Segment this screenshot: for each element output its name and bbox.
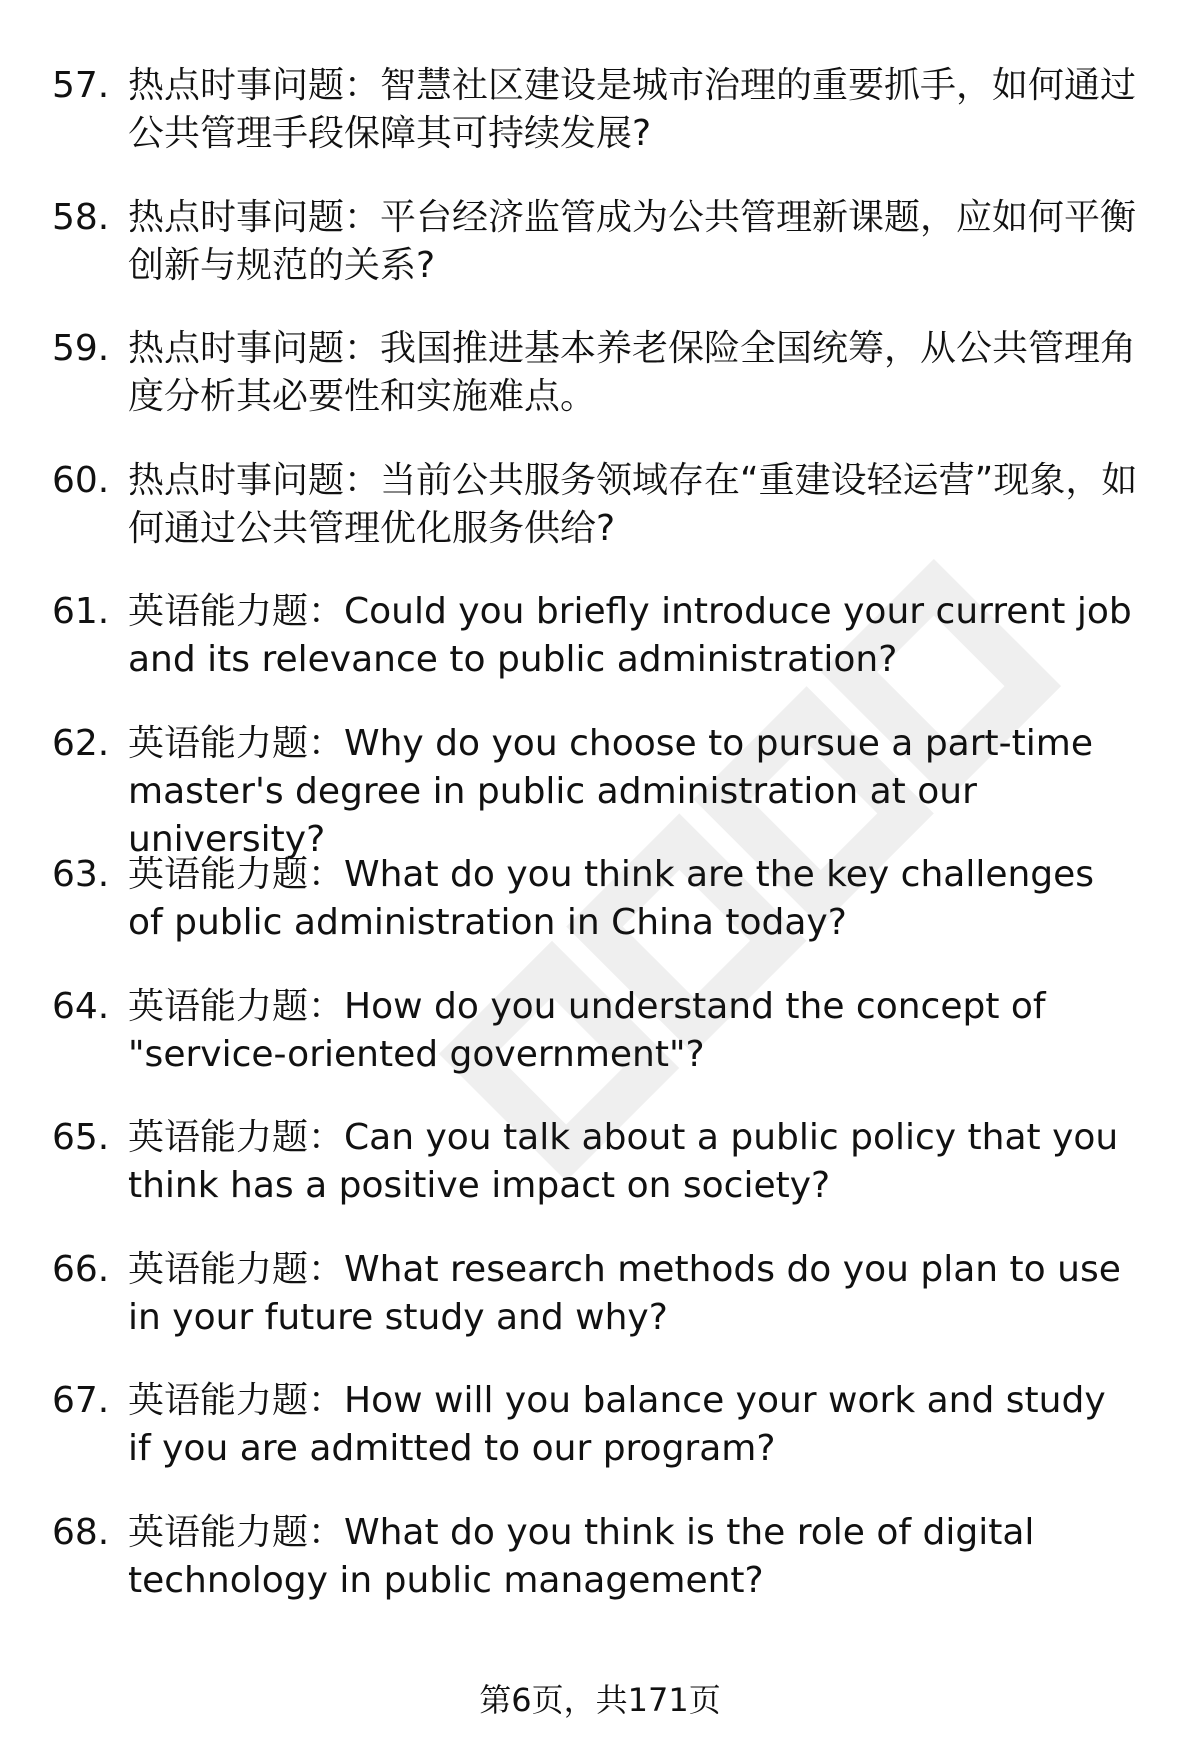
question-category: 热点时事问题：	[128, 328, 381, 369]
question-number: 65.	[52, 1117, 110, 1158]
question-text	[128, 588, 1138, 684]
question-item	[0, 194, 1200, 326]
question-category: 英语能力题：	[128, 1511, 345, 1553]
question-body: What research methods do you plan to use in your future study and why?	[128, 1248, 1121, 1338]
question-category: 热点时事问题：	[128, 65, 381, 106]
question-body: Why do you choose to pursue a part-time master's degree in public administration at our university?	[128, 722, 1093, 860]
question-item	[0, 1377, 1200, 1509]
question-item	[0, 851, 1200, 983]
question-number: 58.	[52, 196, 110, 238]
question-body: 智慧社区建设是城市治理的重要抓手，如何通过公共管理手段保障其可持续发展?	[128, 65, 1137, 154]
question-item	[0, 457, 1200, 589]
question-category: 英语能力题：	[128, 1248, 345, 1290]
question-body: Could you briefly introduce your current job and its relevance to public administration?	[128, 591, 1132, 680]
question-category: 英语能力题：	[128, 985, 345, 1027]
question-text	[128, 1246, 1138, 1342]
question-text	[128, 325, 1138, 421]
question-category: 英语能力题：	[128, 1380, 345, 1421]
question-item	[0, 325, 1200, 457]
question-number: 67.	[52, 1380, 110, 1421]
question-item	[0, 1114, 1200, 1246]
page-number: 第6页，共171页	[479, 1681, 721, 1719]
question-body: 我国推进基本养老保险全国统筹，从公共管理角度分析其必要性和实施难点。	[128, 328, 1137, 417]
question-number: 63.	[52, 854, 110, 895]
question-body: 平台经济监管成为公共管理新课题，应如何平衡创新与规范的关系?	[128, 196, 1137, 286]
question-body: How do you understand the concept of "service-oriented government"?	[128, 985, 1046, 1075]
question-body: 当前公共服务领域存在“重建设轻运营”现象，如何通过公共管理优化服务供给?	[128, 459, 1138, 549]
question-category: 英语能力题：	[128, 591, 345, 632]
question-text	[128, 851, 1138, 947]
question-number: 61.	[52, 591, 110, 632]
question-category: 英语能力题：	[128, 854, 345, 895]
question-number: 57.	[52, 65, 110, 106]
question-body: What do you think is the role of digital technology in public management?	[128, 1511, 1035, 1601]
question-text	[128, 1377, 1138, 1473]
question-number: 59.	[52, 328, 110, 369]
question-number: 66.	[52, 1248, 110, 1290]
question-item	[0, 983, 1200, 1115]
question-text	[128, 983, 1138, 1079]
question-item	[0, 588, 1200, 720]
question-text	[128, 1114, 1138, 1210]
question-text	[128, 1509, 1138, 1605]
question-text	[128, 457, 1138, 553]
question-item	[0, 62, 1200, 194]
question-item	[0, 1509, 1200, 1641]
question-category: 热点时事问题：	[128, 196, 381, 238]
question-body: How will you balance your work and study if you are admitted to our program?	[128, 1380, 1106, 1469]
question-item	[0, 720, 1200, 860]
question-category: 热点时事问题：	[128, 459, 381, 501]
question-category: 英语能力题：	[128, 722, 345, 764]
question-list	[0, 62, 1200, 1640]
question-number: 64.	[52, 985, 110, 1027]
question-item	[0, 1246, 1200, 1378]
question-text	[128, 194, 1138, 290]
question-number: 60.	[52, 459, 110, 501]
question-category: 英语能力题：	[128, 1117, 345, 1158]
question-body: Can you talk about a public policy that you think has a positive impact on society?	[128, 1117, 1119, 1206]
question-text	[128, 720, 1138, 864]
question-text	[128, 62, 1138, 158]
question-number: 68.	[52, 1511, 110, 1553]
question-number: 62.	[52, 722, 110, 764]
question-body: What do you think are the key challenges of public administration in China today?	[128, 854, 1095, 943]
